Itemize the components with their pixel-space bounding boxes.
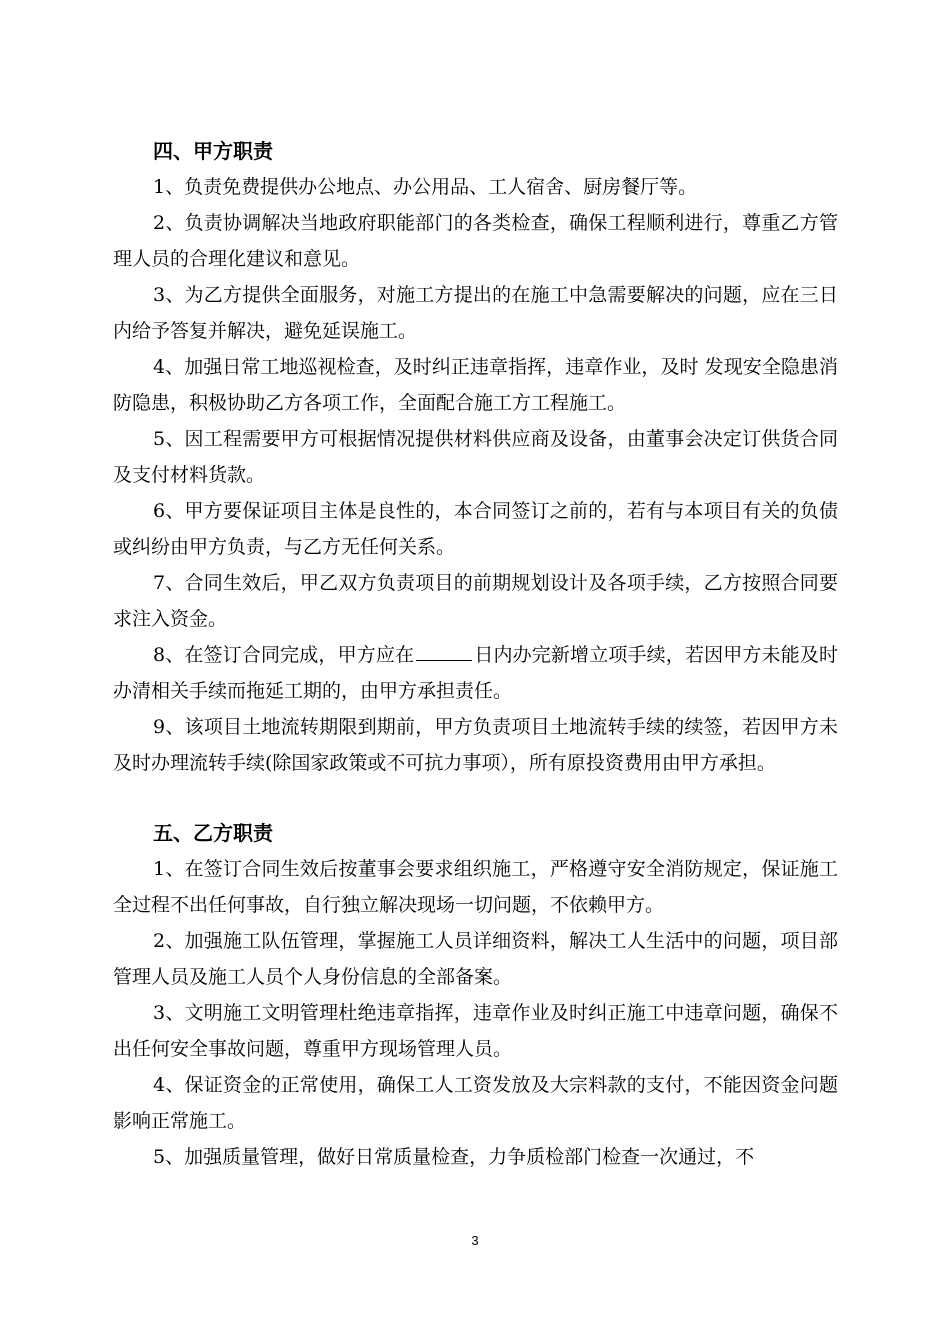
- section5-item-5: 5、加强质量管理，做好日常质量检查，力争质检部门检查一次通过，不: [153, 1146, 755, 1168]
- section4-item-6: 6、甲方要保证项目主体是良性的，本合同签订之前的，若有与本项目有关的负债或纠纷由甲方负责，与乙方无任何关系。: [113, 500, 838, 558]
- section4-item-9: 9、该项目土地流转期限到期前，甲方负责项目土地流转手续的续签，若因甲方未及时办理流转手续(除国家政策或不可抗力事项），所有原投资费用由甲方承担。: [113, 716, 838, 774]
- fill-in-blank: [416, 640, 472, 661]
- item8-text-before: 8、在签订合同完成，甲方应在: [153, 644, 415, 666]
- section4-item-1: 1、负责免费提供办公地点、办公用品、工人宿舍、厨房餐厅等。: [153, 176, 698, 198]
- section5-item-1: 1、在签订合同生效后按董事会要求组织施工，严格遵守安全消防规定，保证施工全过程不出任何事故，自行独立解决现场一切问题，不依赖甲方。: [113, 858, 838, 916]
- page-number: 3: [471, 1233, 479, 1248]
- section4-item-5: 5、因工程需要甲方可根据情况提供材料供应商及设备，由董事会决定订供货合同及支付材料货款。: [113, 428, 838, 486]
- section4-item-4: 4、加强日常工地巡视检查，及时纠正违章指挥，违章作业，及时 发现安全隐患消防隐患，积极协助乙方各项工作，全面配合施工方工程施工。: [113, 356, 838, 414]
- section4-item-3: 3、为乙方提供全面服务，对施工方提出的在施工中急需要解决的问题，应在三日内给予答复并解决，避免延误施工。: [113, 284, 838, 342]
- section-heading-4: 四、甲方职责: [153, 139, 273, 163]
- section-heading-5: 五、乙方职责: [153, 821, 273, 845]
- section4-item-2: 2、负责协调解决当地政府职能部门的各类检查，确保工程顺利进行，尊重乙方管理人员的合理化建议和意见。: [113, 212, 838, 270]
- section5-item-4: 4、保证资金的正常使用，确保工人工资发放及大宗料款的支付，不能因资金问题影响正常施工。: [113, 1074, 838, 1132]
- section5-item-3: 3、文明施工文明管理杜绝违章指挥，违章作业及时纠正施工中违章问题，确保不出任何安全事故问题，尊重甲方现场管理人员。: [113, 1002, 838, 1060]
- section5-item-2: 2、加强施工队伍管理，掌握施工人员详细资料，解决工人生活中的问题，项目部管理人员及施工人员个人身份信息的全部备案。: [113, 930, 838, 988]
- section4-item-7: 7、合同生效后，甲乙双方负责项目的前期规划设计及各项手续，乙方按照合同要求注入资金。: [113, 572, 838, 630]
- document-body: [113, 133, 838, 1175]
- section-spacer: [113, 781, 838, 815]
- item8-text-after: 日内办完新增立项手续，若因甲方未能及时办清相关手续而拖延工期的，由甲方承担责任。: [113, 644, 838, 702]
- section4-item-8: [113, 637, 838, 709]
